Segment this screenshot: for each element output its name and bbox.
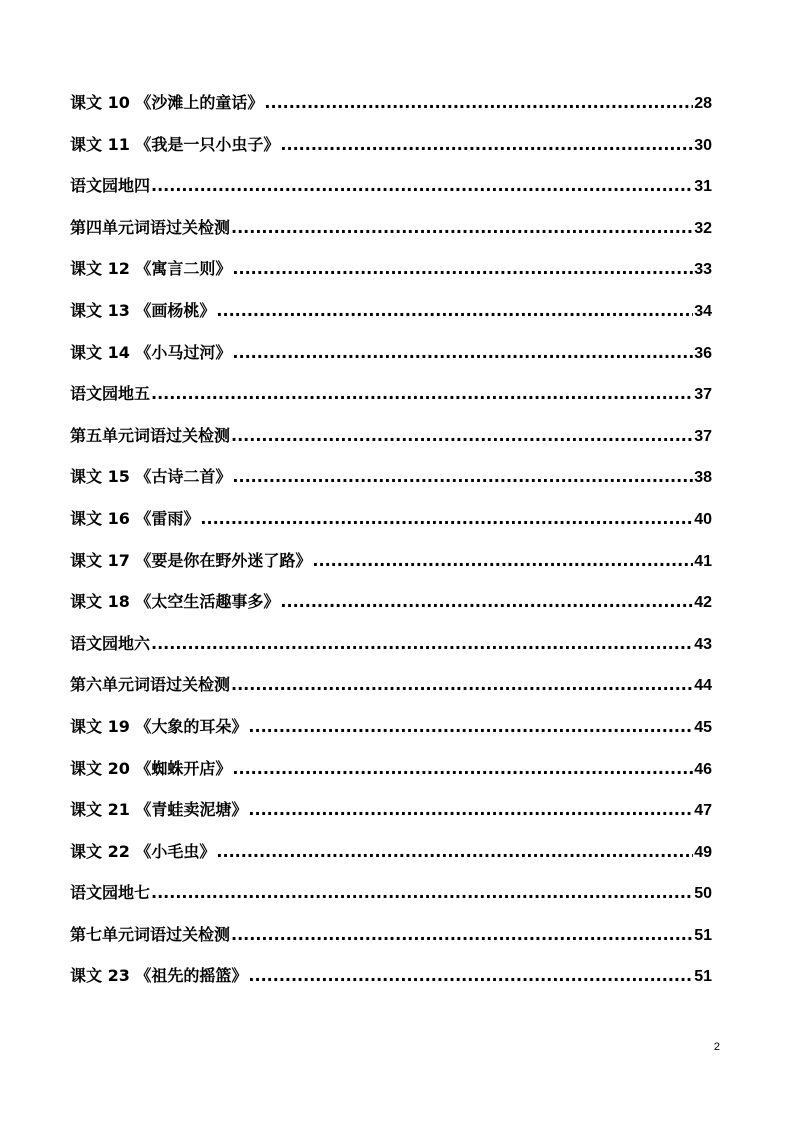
toc-entry-page: 40 [694,510,712,528]
toc-entry[interactable] [70,914,712,956]
toc-dot-leader [312,540,693,582]
toc-entry[interactable] [70,207,712,249]
toc-dot-leader [248,789,693,831]
toc-entry-page: 37 [694,386,712,404]
toc-entry-page: 37 [694,427,712,445]
toc-dot-leader [216,290,693,332]
toc-dot-leader [151,872,693,914]
toc-entry-page: 33 [694,261,712,279]
toc-entry-page: 28 [694,95,712,112]
toc-entry-page: 42 [694,594,712,612]
toc-dot-leader [232,748,693,790]
toc-entry-title: 课文 13 《画杨桃》 [70,300,216,320]
toc-entry-page: 38 [694,469,712,487]
toc-entry-title: 课文 18 《太空生活趣事多》 [70,592,280,612]
toc-entry[interactable] [70,290,712,332]
toc-entry-title: 课文 16 《雷雨》 [70,508,200,528]
toc-entry[interactable] [70,581,712,623]
toc-entry-page: 31 [694,178,712,196]
toc-entry-page: 45 [694,718,712,736]
toc-entry[interactable] [70,415,712,457]
toc-entry[interactable] [70,332,712,374]
toc-entry[interactable] [70,831,712,873]
toc-dot-leader [216,831,693,873]
toc-entry-title: 语文园地七 [70,883,151,903]
toc-entry[interactable] [70,748,712,790]
toc-entry-title: 课文 22 《小毛虫》 [70,841,216,861]
toc-entry-page: 43 [694,635,712,653]
toc-entry-page: 32 [694,219,712,237]
toc-entry-title: 语文园地五 [70,384,151,404]
toc-entry-title: 课文 11 《我是一只小虫子》 [70,134,280,154]
toc-entry[interactable] [70,82,712,124]
toc-entry-page: 47 [694,802,712,820]
toc-entry-page: 34 [694,302,712,320]
toc-dot-leader [232,248,693,290]
toc-entry-page: 36 [694,344,712,362]
toc-dot-leader [280,581,693,623]
toc-dot-leader [151,373,693,415]
toc-entry-title: 第四单元词语过关检测 [70,217,231,237]
toc-entry[interactable] [70,664,712,706]
toc-entry[interactable] [70,706,712,748]
toc-dot-leader [248,955,693,997]
toc-entry[interactable] [70,955,712,997]
toc-entry-page: 51 [694,926,712,944]
toc-entry-title: 课文 19 《大象的耳朵》 [70,716,248,736]
toc-entry-page: 50 [694,885,712,903]
toc-dot-leader [231,664,693,706]
toc-entry[interactable] [70,456,712,498]
toc-entry-page: 49 [694,843,712,861]
toc-entry[interactable] [70,540,712,582]
toc-entry-title: 课文 12 《寓言二则》 [70,259,232,279]
toc-dot-leader [248,706,693,748]
toc-dot-leader [151,623,693,665]
toc-entry-title: 语文园地四 [70,176,151,196]
toc-entry-title: 第六单元词语过关检测 [70,675,231,695]
toc-entry-title: 课文 17 《要是你在野外迷了路》 [70,550,312,570]
toc-dot-leader [280,124,693,166]
table-of-contents [70,82,712,997]
toc-dot-leader [264,82,693,124]
toc-dot-leader [232,332,693,374]
toc-entry-title: 课文 15 《古诗二首》 [70,467,232,487]
toc-entry[interactable] [70,872,712,914]
toc-entry-page: 30 [694,136,712,154]
toc-entry-title: 课文 14 《小马过河》 [70,342,232,362]
toc-dot-leader [151,165,693,207]
toc-entry-page: 41 [694,552,712,570]
toc-entry[interactable] [70,623,712,665]
toc-dot-leader [231,415,693,457]
toc-entry-page: 46 [694,760,712,778]
toc-entry[interactable] [70,165,712,207]
toc-entry-page: 44 [694,677,712,695]
toc-dot-leader [200,498,693,540]
toc-entry[interactable] [70,248,712,290]
toc-entry[interactable] [70,373,712,415]
toc-entry-page: 51 [694,968,712,986]
toc-entry[interactable] [70,789,712,831]
toc-entry-title: 第七单元词语过关检测 [70,924,231,944]
toc-dot-leader [232,456,693,498]
toc-entry[interactable] [70,124,712,166]
toc-entry-title: 课文 20 《蜘蛛开店》 [70,758,232,778]
toc-entry-title: 第五单元词语过关检测 [70,425,231,445]
toc-dot-leader [231,207,693,249]
toc-entry-title: 课文 10 《沙滩上的童话》 [70,93,264,112]
toc-entry-title: 语文园地六 [70,633,151,653]
toc-entry-title: 课文 23 《祖先的摇篮》 [70,966,248,986]
toc-entry-title: 课文 21 《青蛙卖泥塘》 [70,800,248,820]
toc-entry[interactable] [70,498,712,540]
page-number: 2 [713,1041,720,1053]
toc-dot-leader [231,914,693,956]
